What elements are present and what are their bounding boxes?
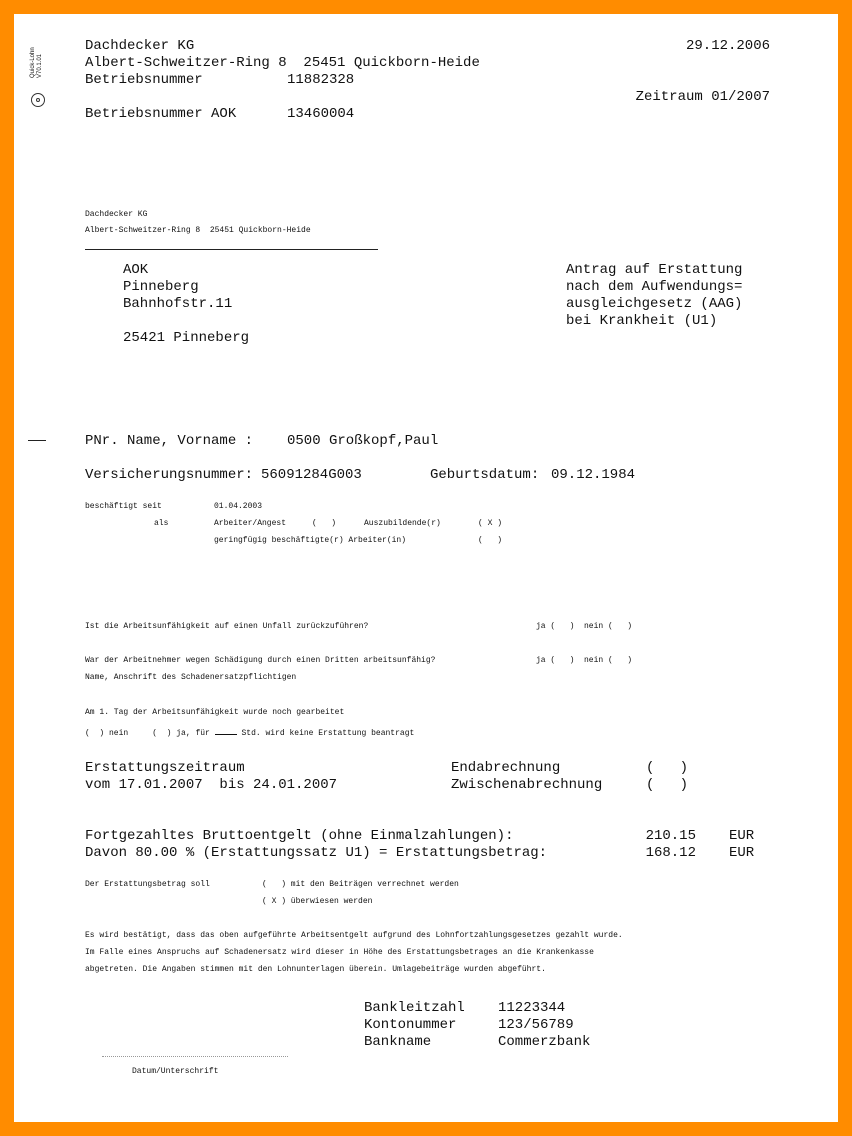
question-third-party: War der Arbeitnehmer wegen Schädigung durch einen Dritten arbeitsunfähig? [85,656,436,665]
settlement-label: Der Erstattungsbetrag soll [85,880,210,889]
header-date: 29.12.2006 [685,38,770,54]
confirmation-line1: Es wird bestätigt, dass das oben aufgeführte Arbeitsentgelt aufgrund des Lohnfortzahlungsgesetzes gezahlt wurde. [85,931,623,940]
als-label: als [154,519,169,528]
vnr-value: 56091284G003 [261,467,362,483]
bank-name-label: Bankname [364,1034,432,1050]
arbeiter-checkbox[interactable]: ( ) [312,519,337,528]
question-accident: Ist die Arbeitsunfähigkeit auf einen Unfall zurückzuführen? [85,622,369,631]
birth-label: Geburtsdatum: [430,467,540,483]
interim-settlement-checkbox[interactable]: ( ) [646,777,689,793]
gering-checkbox[interactable]: ( ) [478,536,503,545]
betriebsnummer-aok-label: Betriebsnummer AOK [85,106,237,122]
hours-blank[interactable] [215,726,237,735]
employee-name-label: PNr. Name, Vorname : [85,433,254,449]
recipient-line3: Bahnhofstr.11 [123,296,233,312]
confirmation-line2: Im Falle eines Anspruchs auf Schadenersatz wird dieser in Höhe des Erstattungsbetrages an die Krankenkasse [85,948,594,957]
subject-line2: nach dem Aufwendungs= [566,279,743,295]
recipient-line1: AOK [123,262,149,278]
header-company: Dachdecker KG [85,38,195,54]
recipient-line2: Pinneberg [123,279,199,295]
question-accident-answer[interactable]: ja ( ) nein ( ) [536,622,633,631]
bank-account-value: 123/56789 [498,1017,574,1033]
first-day-ja[interactable]: ( ) ja, für [152,729,210,738]
first-day-rest: Std. wird keine Erstattung beantragt [241,729,415,738]
cd-icon [31,93,45,107]
rate-value: 168.12 [645,845,696,861]
betriebsnummer-aok-value: 13460004 [287,106,355,122]
since-value: 01.04.2003 [214,502,263,511]
document-page [14,14,838,1122]
birth-value: 09.12.1984 [551,467,636,483]
subject-line3: ausgleichgesetz (AAG) [566,296,743,312]
gross-currency: EUR [729,828,755,844]
arbeiter-label: Arbeiter/Angest [214,519,287,528]
subject-line1: Antrag auf Erstattung [566,262,743,278]
subject-line4: bei Krankheit (U1) [566,313,718,329]
rate-currency: EUR [729,845,755,861]
employee-name-value: 0500 Großkopf,Paul [287,433,439,449]
bank-account-label: Kontonummer [364,1017,457,1033]
period-label: Erstattungszeitraum [85,760,245,776]
rate-label: Davon 80.00 % (Erstattungssatz U1) = Erstattungsbetrag: [85,845,548,861]
question-third-party-answer[interactable]: ja ( ) nein ( ) [536,656,633,665]
period-range: vom 17.01.2007 bis 24.01.2007 [85,777,338,793]
end-settlement-checkbox[interactable]: ( ) [646,760,689,776]
zeitraum: Zeitraum 01/2007 [635,89,770,105]
interim-settlement-label: Zwischenabrechnung [451,777,603,793]
recipient-line4: 25421 Pinneberg [123,330,250,346]
first-day-options [85,726,414,739]
gross-label: Fortgezahltes Bruttoentgelt (ohne Einmalzahlungen): [85,828,514,844]
end-settlement-label: Endabrechnung [451,760,561,776]
vnr-label: Versicherungsnummer: [85,467,254,483]
betriebsnummer-label: Betriebsnummer [85,72,203,88]
sender-rule [85,249,378,250]
sender-company: Dachdecker KG [85,210,148,219]
fold-mark [28,440,46,441]
side-logo-text: Quick-Lohn V70.1.01 [30,47,43,78]
since-label: beschäftigt seit [85,502,162,511]
gross-value: 210.15 [645,828,696,844]
settlement-option-offset[interactable]: ( ) mit den Beiträgen verrechnet werden [262,880,459,889]
settlement-option-transfer[interactable]: ( X ) überwiesen werden [262,897,373,906]
bank-blz-value: 11223344 [498,1000,566,1016]
gering-label: geringfügig beschäftigte(r) Arbeiter(in) [214,536,407,545]
question-third-party-sub: Name, Anschrift des Schadenersatzpflichtigen [85,673,297,682]
bank-name-value: Commerzbank [498,1034,591,1050]
question-first-day: Am 1. Tag der Arbeitsunfähigkeit wurde noch gearbeitet [85,708,345,717]
azubi-checkbox[interactable]: ( X ) [478,519,503,528]
bank-blz-label: Bankleitzahl [364,1000,465,1016]
first-day-nein[interactable]: ( ) nein [85,729,129,738]
betriebsnummer-value: 11882328 [287,72,355,88]
signature-line[interactable] [102,1056,288,1057]
azubi-label: Auszubildende(r) [364,519,441,528]
sender-address: Albert-Schweitzer-Ring 8 25451 Quickborn-Heide [85,226,311,235]
confirmation-line3: abgetreten. Die Angaben stimmen mit den Lohnunterlagen überein. Umlagebeiträge wurden abgeführt. [85,965,546,974]
signature-label: Datum/Unterschrift [132,1067,219,1076]
header-address: Albert-Schweitzer-Ring 8 25451 Quickborn-Heide [85,55,480,71]
